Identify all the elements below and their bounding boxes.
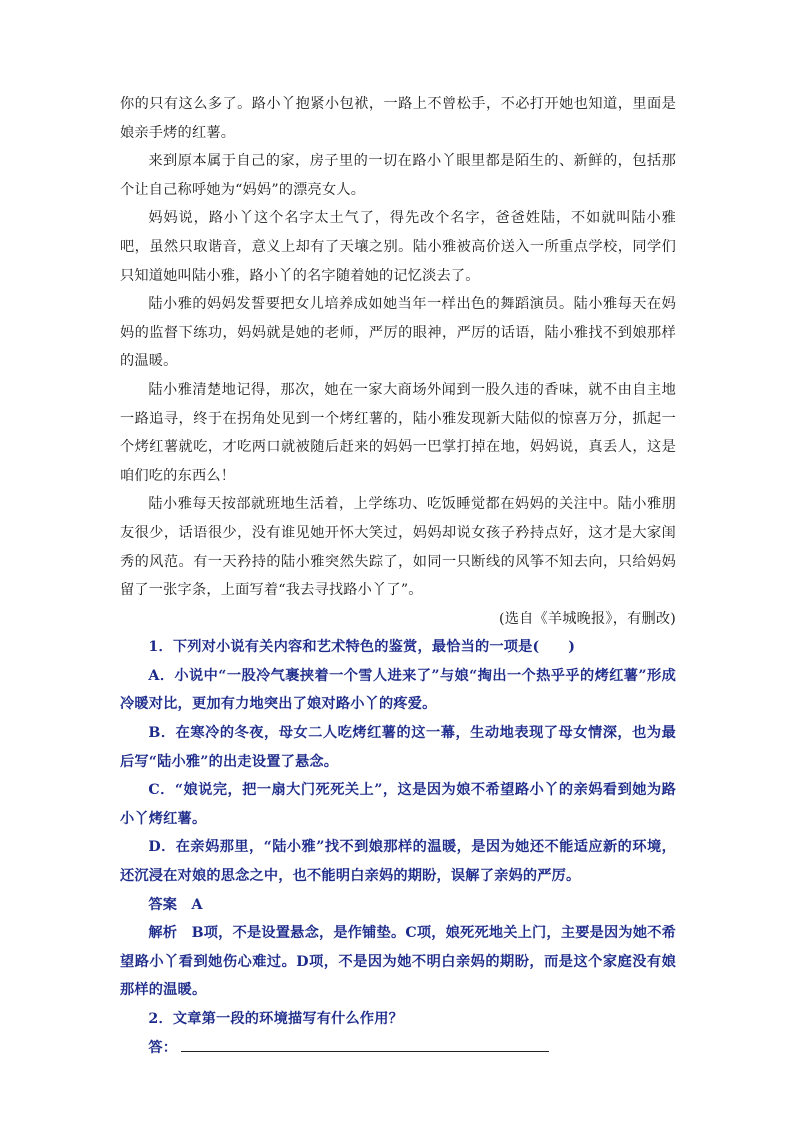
question-1: 1．下列对小说有关内容和艺术特色的鉴赏，最恰当的一项是( ) <box>148 639 576 656</box>
explanation: 解析 B项，不是设置悬念，是作铺垫。C项，娘死死地关上门，主要是因为她不希望路小丫看到她伤心难过。D项，不是因为她不明白亲妈的期盼，而是这个家庭没有娘那样的温暖。 <box>120 925 676 999</box>
option-a: A．小说中“一股冷气裹挟着一个雪人进来了”与娘“掏出一个热乎乎的烤红薯”形成冷暖对比，更加有力地突出了娘对路小丫的疼爱。 <box>120 667 676 713</box>
paragraph-arrival-home: 来到原本属于自己的家，房子里的一切在路小丫眼里都是陌生的、新鲜的，包括那个让自己称呼她为“妈妈”的漂亮女人。 <box>120 153 676 198</box>
paragraph-name-change: 妈妈说，路小丫这个名字太土气了，得先改个名字，爸爸姓陆，不如就叫陆小雅吧，虽然只取谐音，意义上却有了天壤之别。陆小雅被高价送入一所重点学校，同学们只知道她叫陆小雅，路小丫的名字随着她的记忆淡去了。 <box>120 210 676 284</box>
option-c: C．“娘说完，把一扇大门死死关上”，这是因为娘不希望路小丫的亲妈看到她为路小丫烤红薯。 <box>120 782 676 827</box>
paragraph-dance-training: 陆小雅的妈妈发誓要把女儿培养成如她当年一样出色的舞蹈演员。陆小雅每天在妈妈的监督下练功，妈妈就是她的老师，严厉的眼神，严厉的话语，陆小雅找不到娘那样的温暖。 <box>120 296 676 370</box>
answer-prompt: 答： <box>148 1039 178 1056</box>
answer-row <box>120 1034 676 1063</box>
answer-blank-line[interactable] <box>181 1037 549 1052</box>
paragraph-sweet-potato-memory: 陆小雅清楚地记得，那次，她在一家大商场外闻到一股久违的香味，就不由自主地一路追寻，终于在拐角处见到一个烤红薯的，陆小雅发现新大陆似的惊喜万分，抓起一个烤红薯就吃，才吃两口就被随后赶来的妈妈一巴掌打掉在地，妈妈说，真丢人，这是咱们吃的东西么！ <box>120 381 676 484</box>
paragraph-disappearance: 陆小雅每天按部就班地生活着，上学练功、吃饭睡觉都在妈妈的关注中。陆小雅朋友很少，话语很少，没有谁见她开怀大笑过，妈妈却说女孩子矜持点好，这才是大家闺秀的风范。有一天矜持的陆小雅突然失踪了，如同一只断线的风筝不知去向，只给妈妈留了一张字条，上面写着“我去寻找路小丫了”。 <box>120 496 676 599</box>
source-citation: (选自《羊城晚报》，有删改) <box>498 610 676 627</box>
document-body <box>120 90 676 1062</box>
paragraph-continuation: 你的只有这么多了。路小丫抱紧小包袱，一路上不曾松手，不必打开她也知道，里面是娘亲手烤的红薯。 <box>120 96 676 141</box>
option-b: B．在寒冷的冬夜，母女二人吃烤红薯的这一幕，生动地表现了母女情深，也为最后写“陆小雅”的出走设置了悬念。 <box>120 725 676 770</box>
question-2: 2．文章第一段的环境描写有什么作用？ <box>148 1011 404 1027</box>
answer-key: 答案 A <box>148 896 203 913</box>
option-d: D．在亲妈那里，“陆小雅”找不到娘那样的温暖，是因为她还不能适应新的环境，还沉浸在对娘的思念之中，也不能明白亲妈的期盼，误解了亲妈的严厉。 <box>120 839 676 885</box>
